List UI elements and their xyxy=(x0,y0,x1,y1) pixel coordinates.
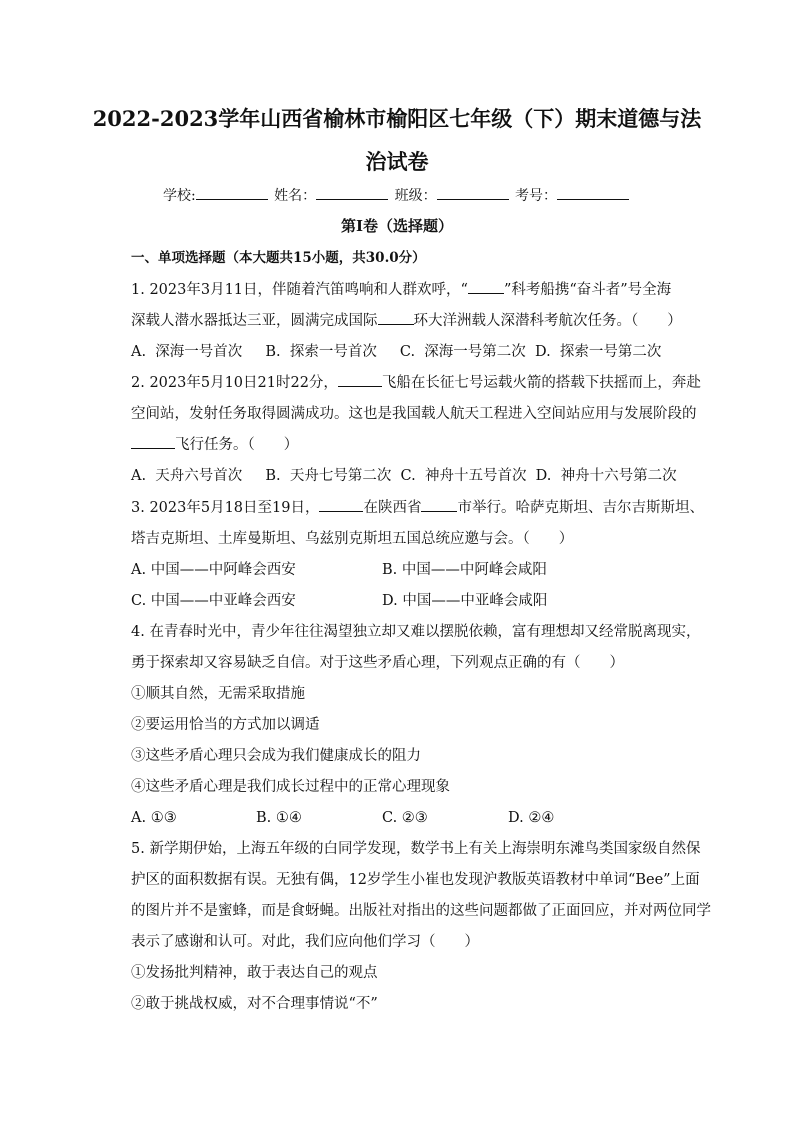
number-blank xyxy=(557,185,629,200)
q4-statement4: ④这些矛盾心理是我们成长过程中的正常心理现象 xyxy=(131,779,450,795)
q4-statement1: ①顺其自然，无需采取措施 xyxy=(131,686,305,702)
q2-blank2 xyxy=(131,434,175,449)
q1-blank2 xyxy=(378,310,414,325)
q5-statement1: ①发扬批判精神，敢于表达自己的观点 xyxy=(131,965,378,981)
q5-line3: 的图片并不是蜜蜂，而是食蚜蝇。出版社对指出的这些问题都做了正面回应，并对两位同学 xyxy=(131,903,711,919)
q4-option-a: A. ①③ xyxy=(131,810,177,826)
student-info-row xyxy=(0,185,794,207)
q3-line1 xyxy=(131,496,704,520)
q2-line1 xyxy=(131,371,701,395)
exam-title-line2: 治试卷 xyxy=(365,149,429,174)
q1-line1 xyxy=(131,278,671,302)
number-label: 考号： xyxy=(515,188,558,204)
class-label: 班级： xyxy=(394,188,437,204)
q1-text-a: 1. 2023年3月11日，伴随着汽笛鸣响和人群欢呼，“ xyxy=(131,282,468,298)
q4-option-d: D. ②④ xyxy=(508,810,555,826)
q4-option-b: B. ①④ xyxy=(256,810,302,826)
q1-text-d: 环大洋洲载人深潜科考航次任务。（ ） xyxy=(413,313,682,329)
q2-line3 xyxy=(131,433,298,457)
q2-text-b: 飞船在长征七号运载火箭的搭载下扶摇而上，奔赴 xyxy=(381,375,701,391)
q2-line2: 空间站，发射任务取得圆满成功。这也是我国载人航天工程进入空间站应用与发展阶段的 xyxy=(131,406,697,422)
q3-text-b: 在陕西省 xyxy=(363,500,422,516)
q3-option-c: C. 中国——中亚峰会西安 xyxy=(131,593,296,609)
volume-heading: 第I卷（选择题） xyxy=(340,217,454,235)
school-blank xyxy=(196,185,268,200)
q1-text-b: ”科考船携“奋斗者”号全海 xyxy=(503,282,672,298)
name-label: 姓名： xyxy=(274,188,317,204)
q4-line1: 4. 在青春时光中，青少年往往渴望独立却又难以摆脱依赖，富有理想却又经常脱离现实， xyxy=(131,624,701,640)
q4-line2: 勇于探索却又容易缺乏自信。对于这些矛盾心理，下列观点正确的有（ ） xyxy=(131,655,624,671)
q1-line2 xyxy=(131,309,682,333)
q2-options: A. 天舟六号首次 B. 天舟七号第二次 C. 神舟十五号首次 D. 神舟十六号第二次 xyxy=(131,468,677,484)
q3-option-b: B. 中国——中阿峰会咸阳 xyxy=(382,562,547,578)
q2-text-a: 2. 2023年5月10日21时22分， xyxy=(131,375,338,391)
q4-statement3: ③这些矛盾心理只会成为我们健康成长的阻力 xyxy=(131,748,421,764)
q5-statement2: ②敢于挑战权威，对不合理事情说“不” xyxy=(131,996,378,1012)
section-heading: 一、单项选择题（本大题共15小题，共30.0分） xyxy=(131,250,426,266)
q1-blank1 xyxy=(468,279,504,294)
q5-line2: 护区的面积数据有误。无独有偶，12岁学生小崔也发现沪教版英语教材中单词“Bee”上面 xyxy=(131,872,700,888)
q4-option-c: C. ②③ xyxy=(382,810,428,826)
q3-option-a: A. 中国——中阿峰会西安 xyxy=(131,562,296,578)
q5-line4: 表示了感谢和认可。对此，我们应向他们学习（ ） xyxy=(131,934,479,950)
q3-option-d: D. 中国——中亚峰会咸阳 xyxy=(382,593,548,609)
exam-title-line1: 2022-2023学年山西省榆林市榆阳区七年级（下）期末道德与法 xyxy=(92,106,702,131)
q3-text-c: 市举行。哈萨克斯坦、吉尔吉斯斯坦、 xyxy=(457,500,704,516)
class-blank xyxy=(437,185,509,200)
q3-blank1 xyxy=(319,497,363,512)
q5-line1: 5. 新学期伊始，上海五年级的白同学发现，数学书上有关上海崇明东滩鸟类国家级自然保 xyxy=(131,841,701,857)
q2-blank1 xyxy=(338,372,382,387)
q3-text-a: 3. 2023年5月18日至19日， xyxy=(131,500,320,516)
q4-statement2: ②要运用恰当的方式加以调适 xyxy=(131,717,320,733)
q3-blank2 xyxy=(421,497,457,512)
name-blank xyxy=(316,185,388,200)
q1-text-c: 深载人潜水器抵达三亚，圆满完成国际 xyxy=(131,313,378,329)
q2-text-c: 飞行任务。（ ） xyxy=(175,437,299,453)
school-label: 学校: xyxy=(162,188,196,204)
q1-options: A. 深海一号首次 B. 探索一号首次 C. 深海一号第二次 D. 探索一号第二次 xyxy=(131,344,662,360)
q3-line2: 塔吉克斯坦、土库曼斯坦、乌兹别克斯坦五国总统应邀与会。（ ） xyxy=(131,531,574,547)
